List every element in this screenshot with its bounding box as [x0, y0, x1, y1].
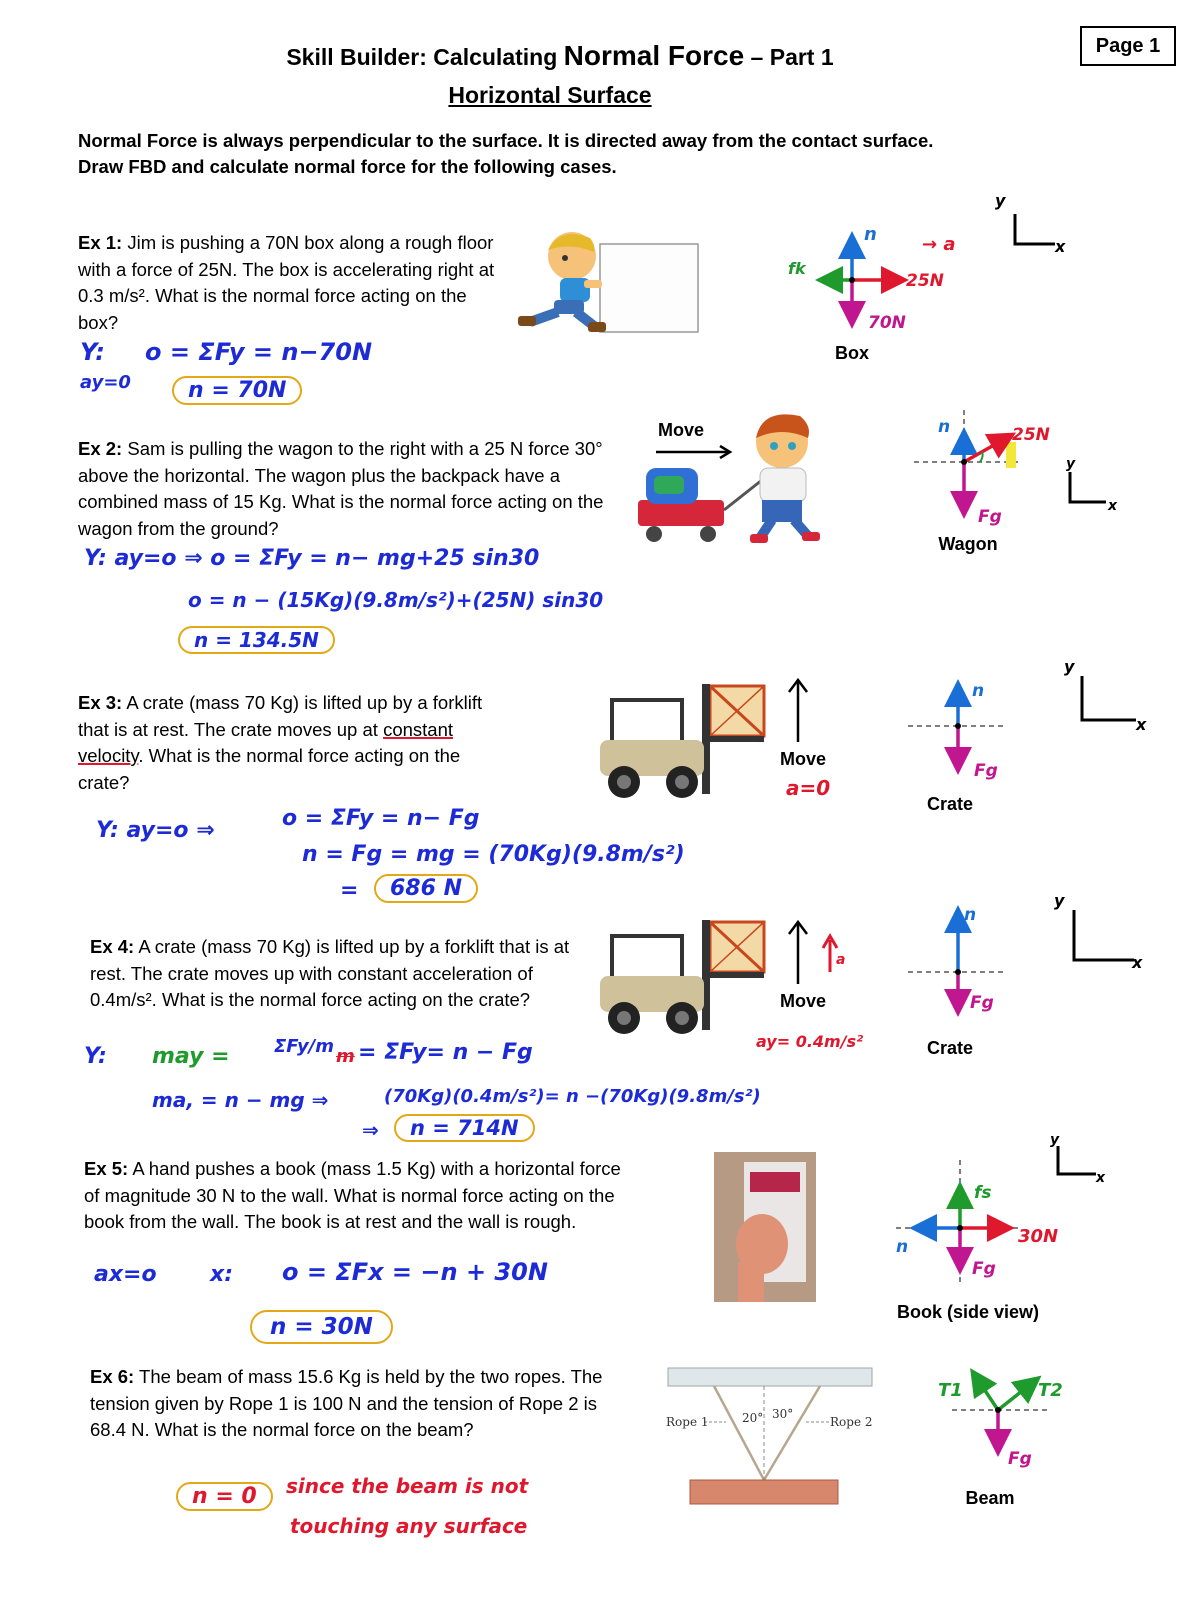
- ex1-fbd-applied-label: 25N: [906, 271, 944, 291]
- ex6-work-reason-line2: touching any surface: [290, 1514, 528, 1538]
- ex6-angle2-label: 30°: [772, 1407, 794, 1421]
- ex2-fbd-n-label: n: [938, 417, 951, 437]
- ex5-label: Ex 5:: [84, 1158, 129, 1179]
- ex2-diagram-label: Wagon: [938, 534, 998, 554]
- ex4-work-sum: = ΣFy= n − Fg: [358, 1040, 533, 1065]
- ex1-fbd-accel-label: → a: [922, 234, 956, 255]
- svg-text:y: y: [1050, 1132, 1060, 1148]
- ex6-fbd-weight-label: Fg: [1008, 1449, 1032, 1469]
- ex4-forklift-picture: [590, 916, 776, 1040]
- ex6-fbd-t1-label: T1: [938, 1380, 963, 1401]
- page-title: [0, 40, 1120, 72]
- ex6-free-body-diagram: [930, 1360, 1090, 1484]
- ex2-boy-pulling-wagon-picture: [632, 398, 842, 546]
- page-subtitle: Horizontal Surface: [448, 82, 652, 108]
- ex1-label: Ex 1:: [78, 232, 123, 253]
- ex6-work-reason-line1: since the beam is not: [286, 1474, 529, 1498]
- intro-line-1: Normal Force is always perpendicular to the surface. It is directed away from the contact surface.: [78, 130, 934, 151]
- ex2-move-label: Move: [658, 420, 705, 440]
- ex3-question: [78, 690, 488, 796]
- ex4-fbd-n-label: n: [964, 905, 977, 925]
- ex2-work-line2: o = n − (15Kg)(9.8m/s²)+(25N) sin30: [188, 588, 604, 612]
- ex3-fbd-n-label: n: [972, 681, 985, 701]
- ex3-text-before: A crate (mass 70 Kg) is lifted up by a forklift that is at rest. The crate moves up at: [78, 692, 483, 740]
- ex3-note: a=0: [786, 776, 831, 800]
- ex5-diagram-label: Book (side view): [896, 1302, 1040, 1322]
- intro-line-2: Draw FBD and calculate normal force for the following cases.: [78, 156, 617, 177]
- ex3-diagram-label: Crate: [926, 794, 974, 814]
- ex4-free-body-diagram: [900, 900, 1030, 1020]
- title-prefix: Skill Builder: Calculating: [286, 44, 564, 70]
- ex1-diagram-label: Box: [834, 343, 869, 363]
- ex4-work-cancel-m: m: [336, 1046, 355, 1067]
- svg-text:x: x: [1096, 1170, 1106, 1186]
- ex5-fbd-applied-label: 30N: [1018, 1226, 1059, 1247]
- ex2-free-body-diagram: [900, 404, 1070, 534]
- ex1-question: [78, 230, 498, 336]
- ex2-axes-icon: [1058, 450, 1148, 520]
- ex6-rope1-label: Rope 1: [666, 1415, 709, 1429]
- ex4-work-y: Y:: [84, 1044, 107, 1069]
- ex1-boy-pushing-box-picture: [510, 222, 700, 334]
- ex2-question: [78, 436, 618, 542]
- svg-text:x: x: [1108, 498, 1118, 514]
- ex4-note: ay= 0.4m/s²: [756, 1032, 864, 1051]
- ex3-axes-icon: [1060, 654, 1160, 736]
- ex3-fbd-weight-label: Fg: [974, 761, 998, 781]
- ex5-work-x: x:: [210, 1262, 233, 1287]
- svg-text:x: x: [1136, 715, 1147, 734]
- ex3-work-y: Y: ay=o ⇒: [96, 818, 215, 843]
- ex5-fbd-weight-label: Fg: [972, 1259, 996, 1279]
- ex5-work-ax: ax=o: [94, 1262, 157, 1287]
- ex4-acceleration-arrow: [820, 932, 860, 976]
- ex3-forklift-picture: [590, 680, 776, 804]
- ex5-fbd-friction-label: fs: [974, 1183, 992, 1203]
- ex6-angle1-label: 20°: [742, 1411, 764, 1425]
- title-emphasis: Normal Force: [563, 40, 745, 71]
- ex6-fbd-t2-label: T2: [1038, 1380, 1063, 1401]
- ex6-diagram-label: Beam: [965, 1488, 1015, 1508]
- ex5-hand-pushing-book-photo: [714, 1152, 816, 1302]
- ex3-free-body-diagram: [900, 672, 1030, 782]
- ex2-answer: n = 134.5N: [178, 626, 335, 654]
- ex2-fbd-weight-label: Fg: [978, 507, 1002, 527]
- ex4-move-label: Move: [780, 991, 827, 1011]
- ex1-free-body-diagram: [780, 210, 1000, 340]
- ex3-text-after: . What is the normal force acting on the crate?: [78, 745, 461, 793]
- ex3-move-up-arrow: [784, 676, 812, 746]
- ex3-text-underlined: constant velocity: [78, 718, 453, 766]
- svg-text:y: y: [1054, 891, 1065, 910]
- ex6-text: The beam of mass 15.6 Kg is held by the two ropes. The tension given by Rope 1 is 100 N and the tension of Rope 2 is 68.4 N. What is the normal force on the beam?: [90, 1366, 603, 1440]
- ex4-question: [90, 934, 590, 1014]
- svg-text:x: x: [1132, 953, 1143, 970]
- ex1-text: Jim is pushing a 70N box along a rough floor with a force of 25N. The box is accelerating right at 0.3 m/s². What is the normal force acting on the box?: [78, 232, 495, 333]
- ex4-text: A crate (mass 70 Kg) is lifted up by a forklift that is at rest. The crate moves up with constant acceleration of 0.4m/s². What is the normal force acting on the crate?: [90, 936, 570, 1010]
- ex4-diagram-label: Crate: [926, 1038, 974, 1058]
- ex3-work-equals: =: [340, 878, 359, 903]
- ex4-answer: n = 714N: [394, 1114, 535, 1142]
- svg-text:x: x: [1055, 237, 1066, 256]
- svg-text:y: y: [1066, 456, 1076, 472]
- svg-text:y: y: [1064, 657, 1075, 676]
- ex1-axes-icon: [985, 186, 1075, 256]
- ex4-work-may: may =: [152, 1044, 230, 1069]
- ex4-fbd-weight-label: Fg: [970, 993, 994, 1013]
- ex3-answer: 686 N: [374, 874, 478, 903]
- ex5-axes-icon: [1040, 1130, 1120, 1190]
- ex5-text: A hand pushes a book (mass 1.5 Kg) with a horizontal force of magnitude 30 N to the wall. What is normal force acting on the book from the wall. The book is at rest and the wall is rough.: [84, 1158, 621, 1232]
- ex4-axes-icon: [1040, 884, 1150, 970]
- svg-text:y: y: [995, 191, 1006, 210]
- ex4-work-substitution: (70Kg)(0.4m/s²)= n −(70Kg)(9.8m/s²): [384, 1086, 761, 1107]
- ex2-fbd-applied-label: 25N: [1012, 425, 1050, 445]
- title-suffix: – Part 1: [744, 44, 834, 70]
- ex1-work-ay: ay=0: [80, 372, 131, 393]
- ex6-rope2-label: Rope 2: [830, 1415, 873, 1429]
- ex3-label: Ex 3:: [78, 692, 123, 713]
- intro-text: [78, 128, 1158, 180]
- ex3-work-mg: n = Fg = mg = (70Kg)(9.8m/s²): [302, 842, 685, 867]
- ex4-label: Ex 4:: [90, 936, 135, 957]
- ex3-work-sum: o = ΣFy = n− Fg: [282, 806, 480, 831]
- ex1-fbd-friction-label: fk: [788, 259, 806, 278]
- ex5-answer: n = 30N: [250, 1310, 393, 1344]
- ex1-answer: n = 70N: [172, 376, 302, 405]
- ex4-work-implies: ⇒: [362, 1118, 379, 1142]
- ex1-work-y: Y:: [80, 338, 105, 366]
- ex6-label: Ex 6:: [90, 1366, 135, 1387]
- ex1-fbd-weight-label: 70N: [868, 313, 906, 333]
- page-number-box: Page 1: [1080, 26, 1176, 66]
- ex4-accel-label: a: [836, 952, 846, 968]
- ex6-question: [90, 1364, 610, 1444]
- ex1-work-sum: o = ΣFy = n−70N: [145, 338, 373, 366]
- ex5-fbd-n-label: n: [896, 1237, 909, 1257]
- ex4-work-newton: ma, = n − mg ⇒: [152, 1088, 329, 1112]
- ex6-answer: n = 0: [176, 1482, 273, 1511]
- ex2-work-line1: Y: ay=o ⇒ o = ΣFy = n− mg+25 sin30: [84, 546, 540, 571]
- ex2-text: Sam is pulling the wagon to the right with a 25 N force 30° above the horizontal. The wagon plus the backpack have a combined mass of 15 Kg. What is the normal force acting on the wagon from the ground?: [78, 438, 604, 539]
- ex6-beam-ropes-picture: [660, 1362, 880, 1510]
- ex4-move-up-arrow: [784, 918, 812, 988]
- ex4-work-fraction: ΣFy/m: [274, 1036, 335, 1057]
- ex2-label: Ex 2:: [78, 438, 123, 459]
- ex1-fbd-n-label: n: [864, 224, 877, 245]
- ex3-move-label: Move: [780, 749, 827, 769]
- ex5-question: [84, 1156, 624, 1236]
- ex5-work-sum: o = ΣFx = −n + 30N: [282, 1258, 548, 1286]
